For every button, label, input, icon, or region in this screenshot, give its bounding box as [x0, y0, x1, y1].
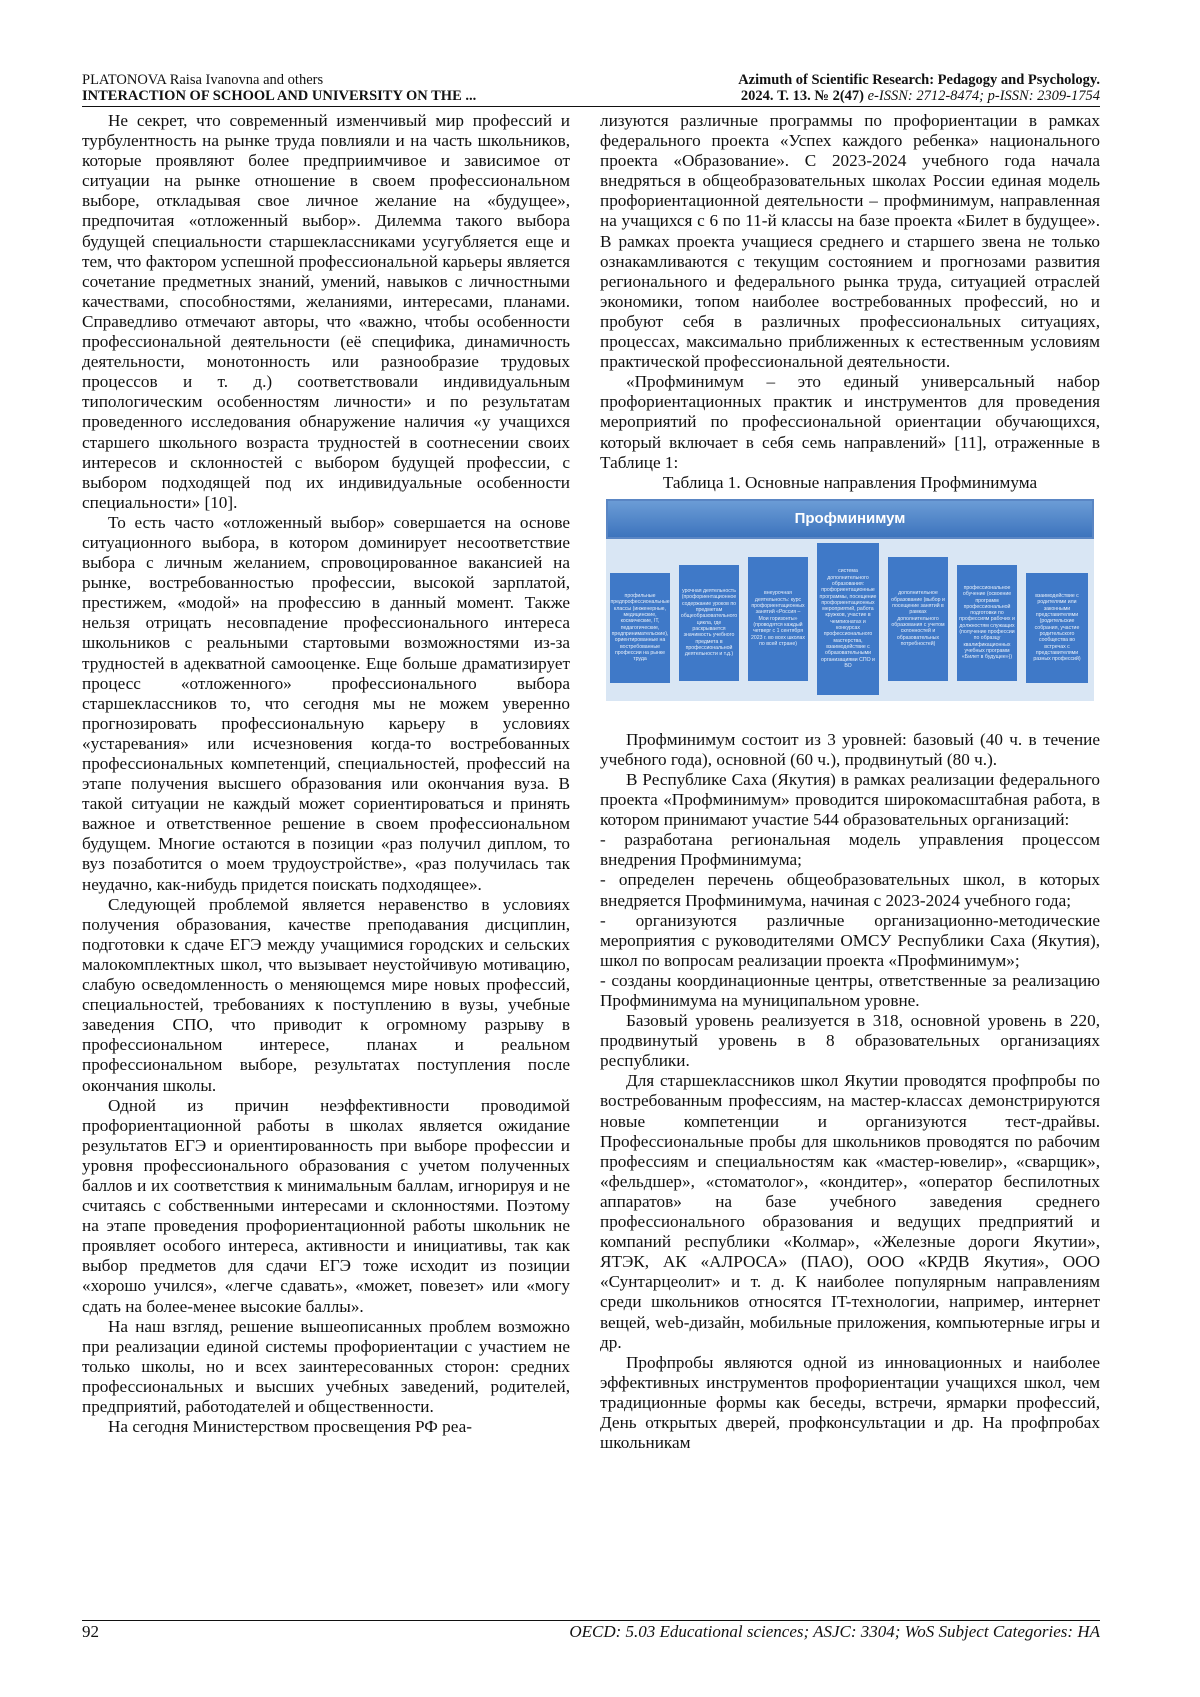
- diagram-title: Профминимум: [606, 499, 1094, 539]
- paragraph: Профминимум состоит из 3 уровней: базовый (40 ч. в течение учебного года), основной (60 ч.), продвинутый (80 ч.).: [600, 729, 1100, 769]
- paragraph: Базовый уровень реализуется в 318, основной уровень в 220, продвинутый уровень в 8 образовательных организациях республики.: [600, 1011, 1100, 1071]
- header-article-title: INTERACTION OF SCHOOL AND UNIVERSITY ON THE ...: [82, 88, 477, 104]
- diagram-box-extracurricular: внеурочная деятельность: курс профориентационных занятий «Россия – Мои горизонты» (проводятся каждый четверг с 1 сентября 2023 г. во всех школах по всей стране): [748, 557, 808, 681]
- paragraph: Следующей проблемой является неравенство в условиях получения образования, качестве преподавания дисциплин, подготовки к сдаче ЕГЭ между учащимися городских и сельских малокомплектных школ, что вызывает неустойчивую мотивацию, слабую осведомленность о меняющемся мире новых профессий, специальностей, требованиях к поступлению в вузы, учебные заведения СПО, что приводит к огромному разрыву в профессиональном интересе, планах и реальном профессиональном выборе, результатах поступления после окончания школы.: [82, 894, 570, 1095]
- header-journal: Azimuth of Scientific Research: Pedagogy and Psychology.: [738, 72, 1100, 88]
- header-divider: [82, 106, 1100, 107]
- table-caption: Таблица 1. Основные направления Профминимума: [662, 472, 1038, 492]
- paragraph: Не секрет, что современный изменчивый мир профессий и турбулентность на рынке труда повлияли и на часть школьников, которые проявляют более предприимчивое и зависимое от ситуации на рынке отношение в своем профессиональном выборе, откладывая свое личное желание на «будущее», предпочитая «отложенный выбор». Дилемма такого выбора будущей специальности старшеклассниками усугубляется еще и тем, что фактором успешной профессиональной карьеры является сочетание предметных знаний, умений, навыков с личностными качествами, способностями, желаниями, интересами, планами. Справедливо отмечают авторы, что «важно, чтобы особенности профессиональной деятельности (её специфика, динамичность деятельности, монотонность или разнообразие трудовых процессов и т. д.) соответствовали индивидуальным типологическим особенностям личности» и по результатам проведенного исследования обнаружение наличия «у учащихся старшего школьного возраста трудностей в соотнесении своих интересов и склонностей с выбором будущей профессии, с выбором подходящей под их индивидуальные особенности специальности» [10].: [82, 111, 570, 512]
- header-issue: 2024. Т. 13. № 2(47): [740, 88, 864, 104]
- header-right: [738, 72, 1100, 104]
- page-number: 92: [82, 1622, 99, 1641]
- diagram-box-professional-training: профессиональное обучение (освоение программ профессиональной подготовки по профессиям рабочих и должностям служащих (получение профессии по образцу квалификационных учебных программ «Билет в будущее»)): [957, 565, 1017, 681]
- paragraph: Одной из причин неэффективности проводимой профориентационной работы в школах является ожидание результатов ЕГЭ и ориентированность при выборе профессии и уровня профессионального образования с учетом полученных баллов и их соответствия к минимальным баллам, игнорируя и не считаясь с собственными интересами и склонностями. Поэтому на этапе проведения профориентационной работы школьник не проявляет особого интереса, активности и инициативы, так как выбор предметов для сдачи ЕГЭ тоже исходит из позиции «хорошо учился», «легче сдавать», «может, повезет» или «могу сдать на более-менее высокие баллы».: [82, 1095, 570, 1316]
- list-item: - определен перечень общеобразовательных школ, в которых внедряется Профминимума, начиная с 2023-2024 учебного года;: [600, 870, 1100, 910]
- diagram-box-additional-education-system: система дополнительного образования: профориентационные программы, посещение профориентационных мероприятий, работа кружков, участие в чемпионатах и конкурсах профессионального мастерства, взаимодействие с образовательными организациями СПО и ВО: [817, 543, 879, 695]
- list-item: - созданы координационные центры, ответственные за реализацию Профминимума на муниципальном уровне.: [600, 970, 1100, 1010]
- header-issn: e-ISSN: 2712-8474; p-ISSN: 2309-1754: [867, 88, 1100, 104]
- left-column: [82, 111, 570, 1437]
- diagram-box-parents: взаимодействие с родителями или законными представителями (родительские собрания, участие родительского сообщества во встречах с представителями разных профессий): [1026, 573, 1088, 683]
- footer-classification: OECD: 5.03 Educational sciences; ASJC: 3304; WoS Subject Categories: HA: [569, 1622, 1100, 1641]
- paragraph: Для старшеклассников школ Якутии проводятся профпробы по востребованным профессиям, на мастер-классах демонстрируются новые компетенции и организуются тест-драйвы. Профессиональные пробы для школьников проводятся по рабочим профессиям и специальностям как «мастер-ювелир», «сварщик», «фельдшер», «стоматолог», «кондитер», «оператор беспилотных аппаратов» на базе учебного заведения среднего профессионального образования и ведущих предприятий и компаний республики «Колмар», «Железные дороги Якутии», ЯТЭК, АК «АЛРОСА» (ПАО), ООО «КРДВ Якутия», ООО «Сунтарцеолит» и т. д. К наиболее популярным направлениям среди школьников относятся IT-технологии, например, интернет вещей, web-дизайн, мобильные приложения, компьютерные игры и др.: [600, 1071, 1100, 1352]
- paragraph: В Республике Саха (Якутия) в рамках реализации федерального проекта «Профминимум» проводится широкомасштабная работа, в котором принимают участие 544 образовательных организаций:: [600, 769, 1100, 830]
- list-item: - разработана региональная модель управления процессом внедрения Профминимума;: [600, 830, 1100, 870]
- paragraph: На наш взгляд, решение вышеописанных проблем возможно при реализации единой системы профориентации с участием не только школы, но и всех заинтересованных сторон: средних профессиональных и высших учебных заведений, родителей, предприятий, работодателей и общественности.: [82, 1316, 570, 1416]
- header-author: PLATONOVA Raisa Ivanovna and others: [82, 72, 324, 88]
- header-left: [82, 72, 476, 104]
- paragraph: На сегодня Министерством просвещения РФ реа-: [108, 1417, 472, 1437]
- diagram-box-additional-education: дополнительное образование (выбор и посещение занятий в рамках дополнительного образования с учетом склонностей и образовательных потребностей): [888, 557, 948, 681]
- profminimum-diagram: [606, 499, 1094, 704]
- diagram-box-profile-classes: профильные предпрофессиональные классы (инженерные, медицинские, космические, IT, педагогические, предпринимательские), ориентированные на востребованные профессии на рынке труда: [610, 573, 670, 683]
- right-column: [600, 111, 1100, 1453]
- paragraph: То есть часто «отложенный выбор» совершается на основе ситуационного выбора, в котором доминирует несоответствие выбора с личным желанием, спровоцированное вакансией на рынке, востребованностью профессии, высокой зарплатой, престижем, «модой» на профессию в данный момент. Также нельзя отрицать несовпадение профессионального интереса школьников с реальными стартовыми возможностями из-за трудностей в адекватной самооценке. Еще больше драматизирует процесс «отложенного» профессионального выбора старшеклассников то, что сегодня мы не можем уверенно прогнозировать профессиональную карьеру в условиях «устаревания» или исчезновения когда-то востребованных профессиональных компетенций, специальностей, профессий на этапе получения высшего образования или окончания вуза. В такой ситуации не каждый может сориентироваться и принять важное и ответственное решение в своем профессиональном будущем. Многие остаются в позиции «раз получил диплом, то вуз позаботится о моем трудоустройстве», «раз получилась так неудачно, как-нибудь придется поискать подходящее».: [82, 512, 570, 894]
- footer-divider: [82, 1620, 1100, 1621]
- diagram-box-lessons: урочная деятельность (профориентационное содержание уроков по предметам общеобразовательного цикла, где раскрывается значимость учебного предмета в профессиональной деятельности и т.д.): [679, 565, 739, 681]
- paragraph: Профпробы являются одной из инновационных и наиболее эффективных инструментов профориентации учащихся школ, чем традиционные формы как беседы, встречи, ярмарки профессий, День открытых дверей, профконсультации и др. На профпробах школьникам: [600, 1352, 1100, 1453]
- paragraph: лизуются различные программы по профориентации в рамках федерального проекта «Успех каждого ребенка» национального проекта «Образование». С 2023-2024 учебного года начала внедряться в общеобразовательных школах России единая модель профориентационной деятельности – профминимум, направленная на учащихся с 6 по 11-й классы на базе проекта «Билет в будущее». В рамках проекта учащиеся среднего и старшего звена не только ознакамливаются с текущим состоянием и прогнозами развития регионального и федерального рынка труда, ситуацией отраслей экономики, топом наиболее востребованных профессий, но и пробуют себя в различных профессиональных ситуациях, процессах, максимально приближенных к естественным условиям практической профессиональной деятельности.: [600, 111, 1100, 372]
- running-header: [82, 72, 1100, 108]
- list-item: - организуются различные организационно-методические мероприятия с руководителями ОМСУ Республики Саха (Якутия), школ по вопросам реализации проекта «Профминимум»;: [600, 910, 1100, 970]
- paragraph: «Профминимум – это единый универсальный набор профориентационных практик и инструментов для проведения мероприятий по профессиональной ориентации обучающихся, который включает в себя семь направлений» [11], отраженные в Таблице 1:: [600, 372, 1100, 472]
- diagram-body: [606, 539, 1094, 701]
